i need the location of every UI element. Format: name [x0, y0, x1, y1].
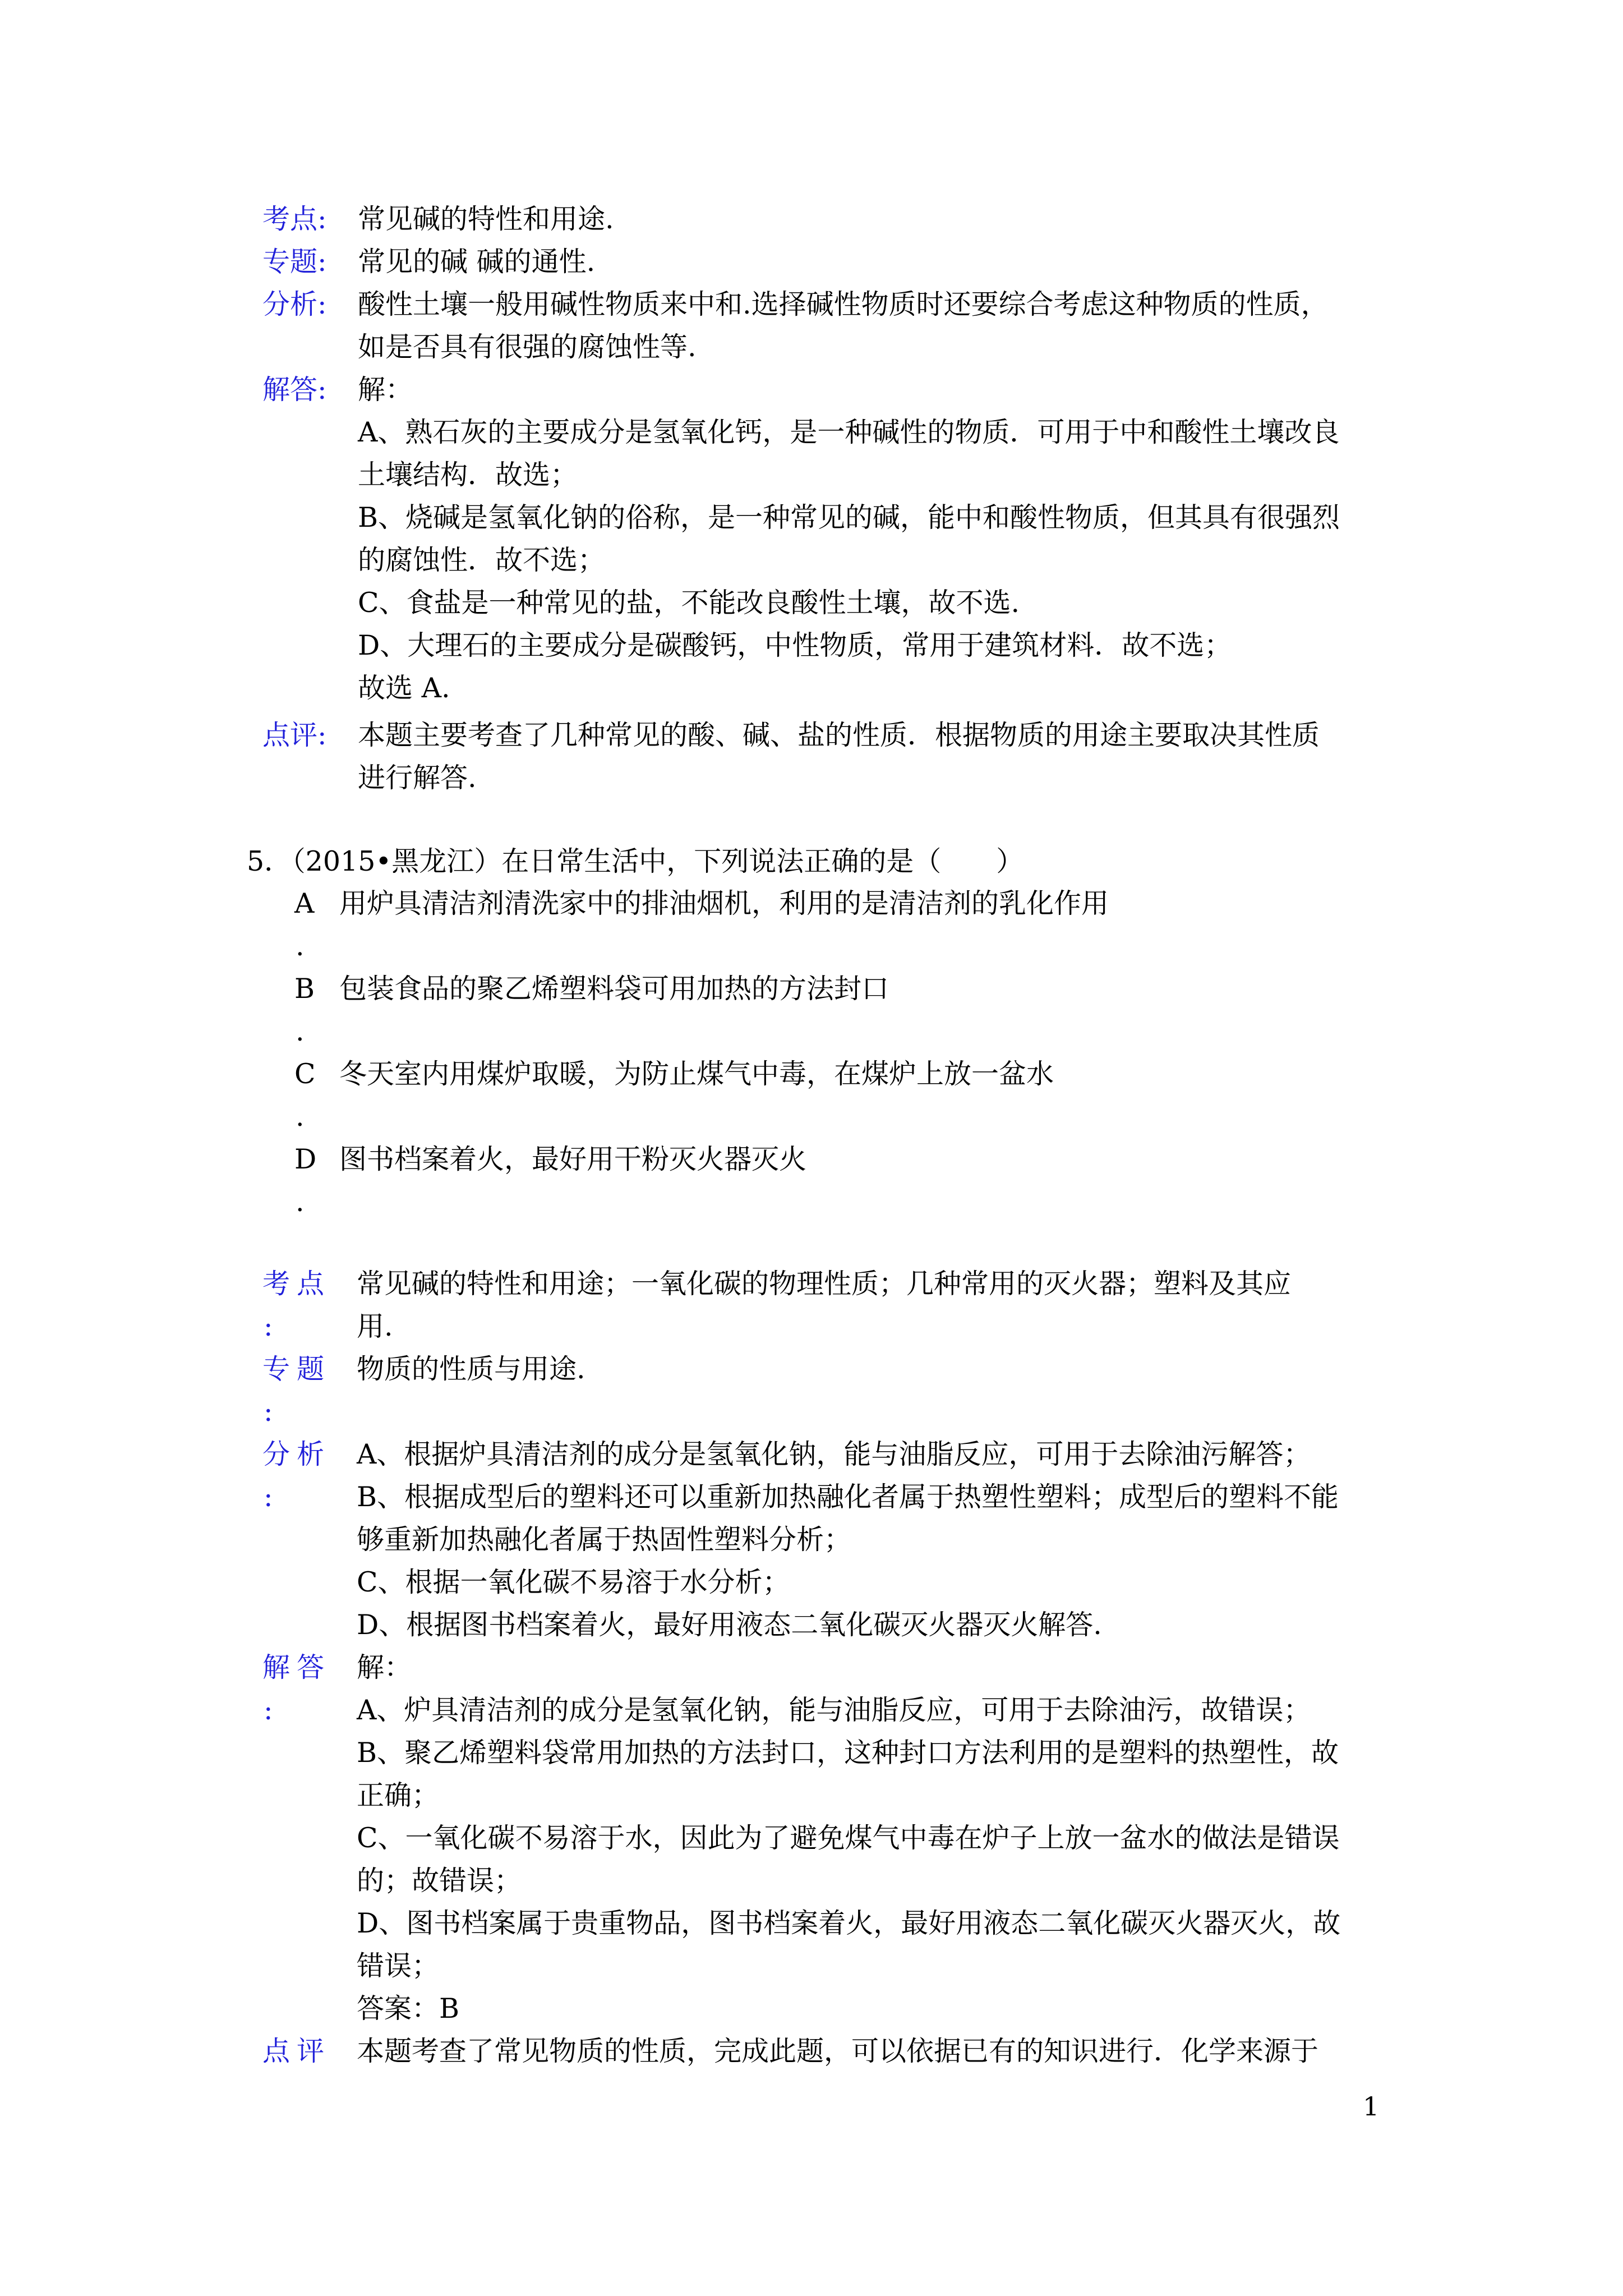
option-text: 冬天室内用煤炉取暖，为防止煤气中毒，在煤炉上放一盆水 — [339, 1058, 1054, 1090]
jieda-line: A、炉具清洁剂的成分是氢氧化钠，能与油脂反应，可用于去除油污，故错误； — [357, 1694, 1311, 1726]
fenxi-colon: : — [264, 1481, 273, 1513]
jieda-line: D、图书档案属于贵重物品，图书档案着火，最好用液态二氧化碳灭火器灭火，故 — [357, 1907, 1341, 1939]
kaodian-line: 常见碱的特性和用途；一氧化碳的物理性质；几种常用的灭火器；塑料及其应 — [357, 1268, 1292, 1300]
fenxi-line: 够重新加热融化者属于热固性塑料分析； — [357, 1524, 852, 1556]
kaodian-colon: : — [264, 1310, 273, 1342]
jieda-colon: : — [264, 1694, 273, 1726]
jieda-line: 土壤结构．故选； — [358, 459, 578, 491]
option-text: 包装食品的聚乙烯塑料袋可用加热的方法封口 — [339, 973, 889, 1005]
zhuanti-colon: : — [264, 1396, 273, 1428]
dianping-label: 点评 — [262, 2035, 331, 2067]
fenxi-label: 分析: — [262, 288, 327, 320]
jieda-line: 解： — [358, 374, 413, 406]
question-stem: 5．（2015•黑龙江）在日常生活中，下列说法正确的是（ ） — [247, 845, 1024, 877]
option-dot: . — [296, 1186, 305, 1218]
option-letter: A — [294, 887, 315, 919]
jieda-label: 解答 — [262, 1651, 331, 1683]
jieda-line: A、熟石灰的主要成分是氢氧化钙，是一种碱性的物质．可用于中和酸性土壤改良 — [358, 416, 1340, 448]
fenxi-line: B、根据成型后的塑料还可以重新加热融化者属于热塑性塑料；成型后的塑料不能 — [357, 1481, 1339, 1513]
jieda-line: B、聚乙烯塑料袋常用加热的方法封口，这种封口方法利用的是塑料的热塑性，故 — [357, 1737, 1339, 1769]
jieda-line: C、一氧化碳不易溶于水，因此为了避免煤气中毒在炉子上放一盆水的做法是错误 — [357, 1822, 1340, 1854]
option-dot: . — [296, 1015, 305, 1047]
zhuanti-label: 专题: — [262, 246, 327, 278]
fenxi-line: A、根据炉具清洁剂的成分是氢氧化钠，能与油脂反应，可用于去除油污解答； — [357, 1438, 1311, 1470]
jieda-line: 故选 A. — [358, 672, 450, 704]
jieda-label: 解答: — [262, 374, 327, 406]
dianping-label: 点评: — [262, 719, 327, 751]
dianping-line: 本题主要考查了几种常见的酸、碱、盐的性质．根据物质的用途主要取决其性质 — [358, 719, 1320, 751]
fenxi-label: 分析 — [262, 1438, 331, 1470]
option-dot: . — [296, 1101, 305, 1133]
fenxi-line: C、根据一氧化碳不易溶于水分析； — [357, 1566, 790, 1598]
option-text: 图书档案着火，最好用干粉灭火器灭火 — [339, 1143, 807, 1175]
page-number: 1 — [1363, 2091, 1380, 2122]
zhuanti-text: 常见的碱 碱的通性. — [358, 246, 596, 278]
jieda-line: C、食盐是一种常见的盐，不能改良酸性土壤，故不选. — [358, 587, 1020, 619]
jieda-line: 的；故错误； — [357, 1865, 522, 1897]
jieda-line: D、大理石的主要成分是碳酸钙，中性物质，常用于建筑材料．故不选； — [358, 629, 1232, 661]
kaodian-text: 常见碱的特性和用途. — [358, 203, 614, 235]
jieda-line: 解： — [357, 1651, 412, 1683]
zhuanti-text: 物质的性质与用途. — [357, 1353, 585, 1385]
dianping-line: 进行解答. — [358, 762, 477, 794]
jieda-line: 正确； — [357, 1779, 440, 1811]
fenxi-line: 如是否具有很强的腐蚀性等. — [358, 331, 697, 363]
option-letter: B — [294, 973, 315, 1005]
jieda-line: 错误； — [357, 1950, 440, 1982]
option-letter: C — [294, 1058, 316, 1090]
fenxi-line: 酸性土壤一般用碱性物质来中和.选择碱性物质时还要综合考虑这种物质的性质， — [358, 288, 1329, 320]
fenxi-line: D、根据图书档案着火，最好用液态二氧化碳灭火器灭火解答. — [357, 1609, 1102, 1641]
zhuanti-label: 专题 — [262, 1353, 331, 1385]
kaodian-label: 考点 — [262, 1268, 331, 1300]
jieda-line: 的腐蚀性．故不选； — [358, 544, 606, 576]
option-text: 用炉具清洁剂清洗家中的排油烟机，利用的是清洁剂的乳化作用 — [339, 887, 1109, 919]
dianping-line: 本题考查了常见物质的性质，完成此题，可以依据已有的知识进行．化学来源于 — [357, 2035, 1319, 2067]
kaodian-label: 考点: — [262, 203, 327, 235]
jieda-line: 答案：B — [357, 1993, 460, 2024]
kaodian-line: 用. — [357, 1310, 393, 1342]
jieda-line: B、烧碱是氢氧化钠的俗称，是一种常见的碱，能中和酸性物质，但其具有很强烈 — [358, 501, 1340, 533]
option-dot: . — [296, 930, 305, 962]
option-letter: D — [294, 1143, 317, 1175]
